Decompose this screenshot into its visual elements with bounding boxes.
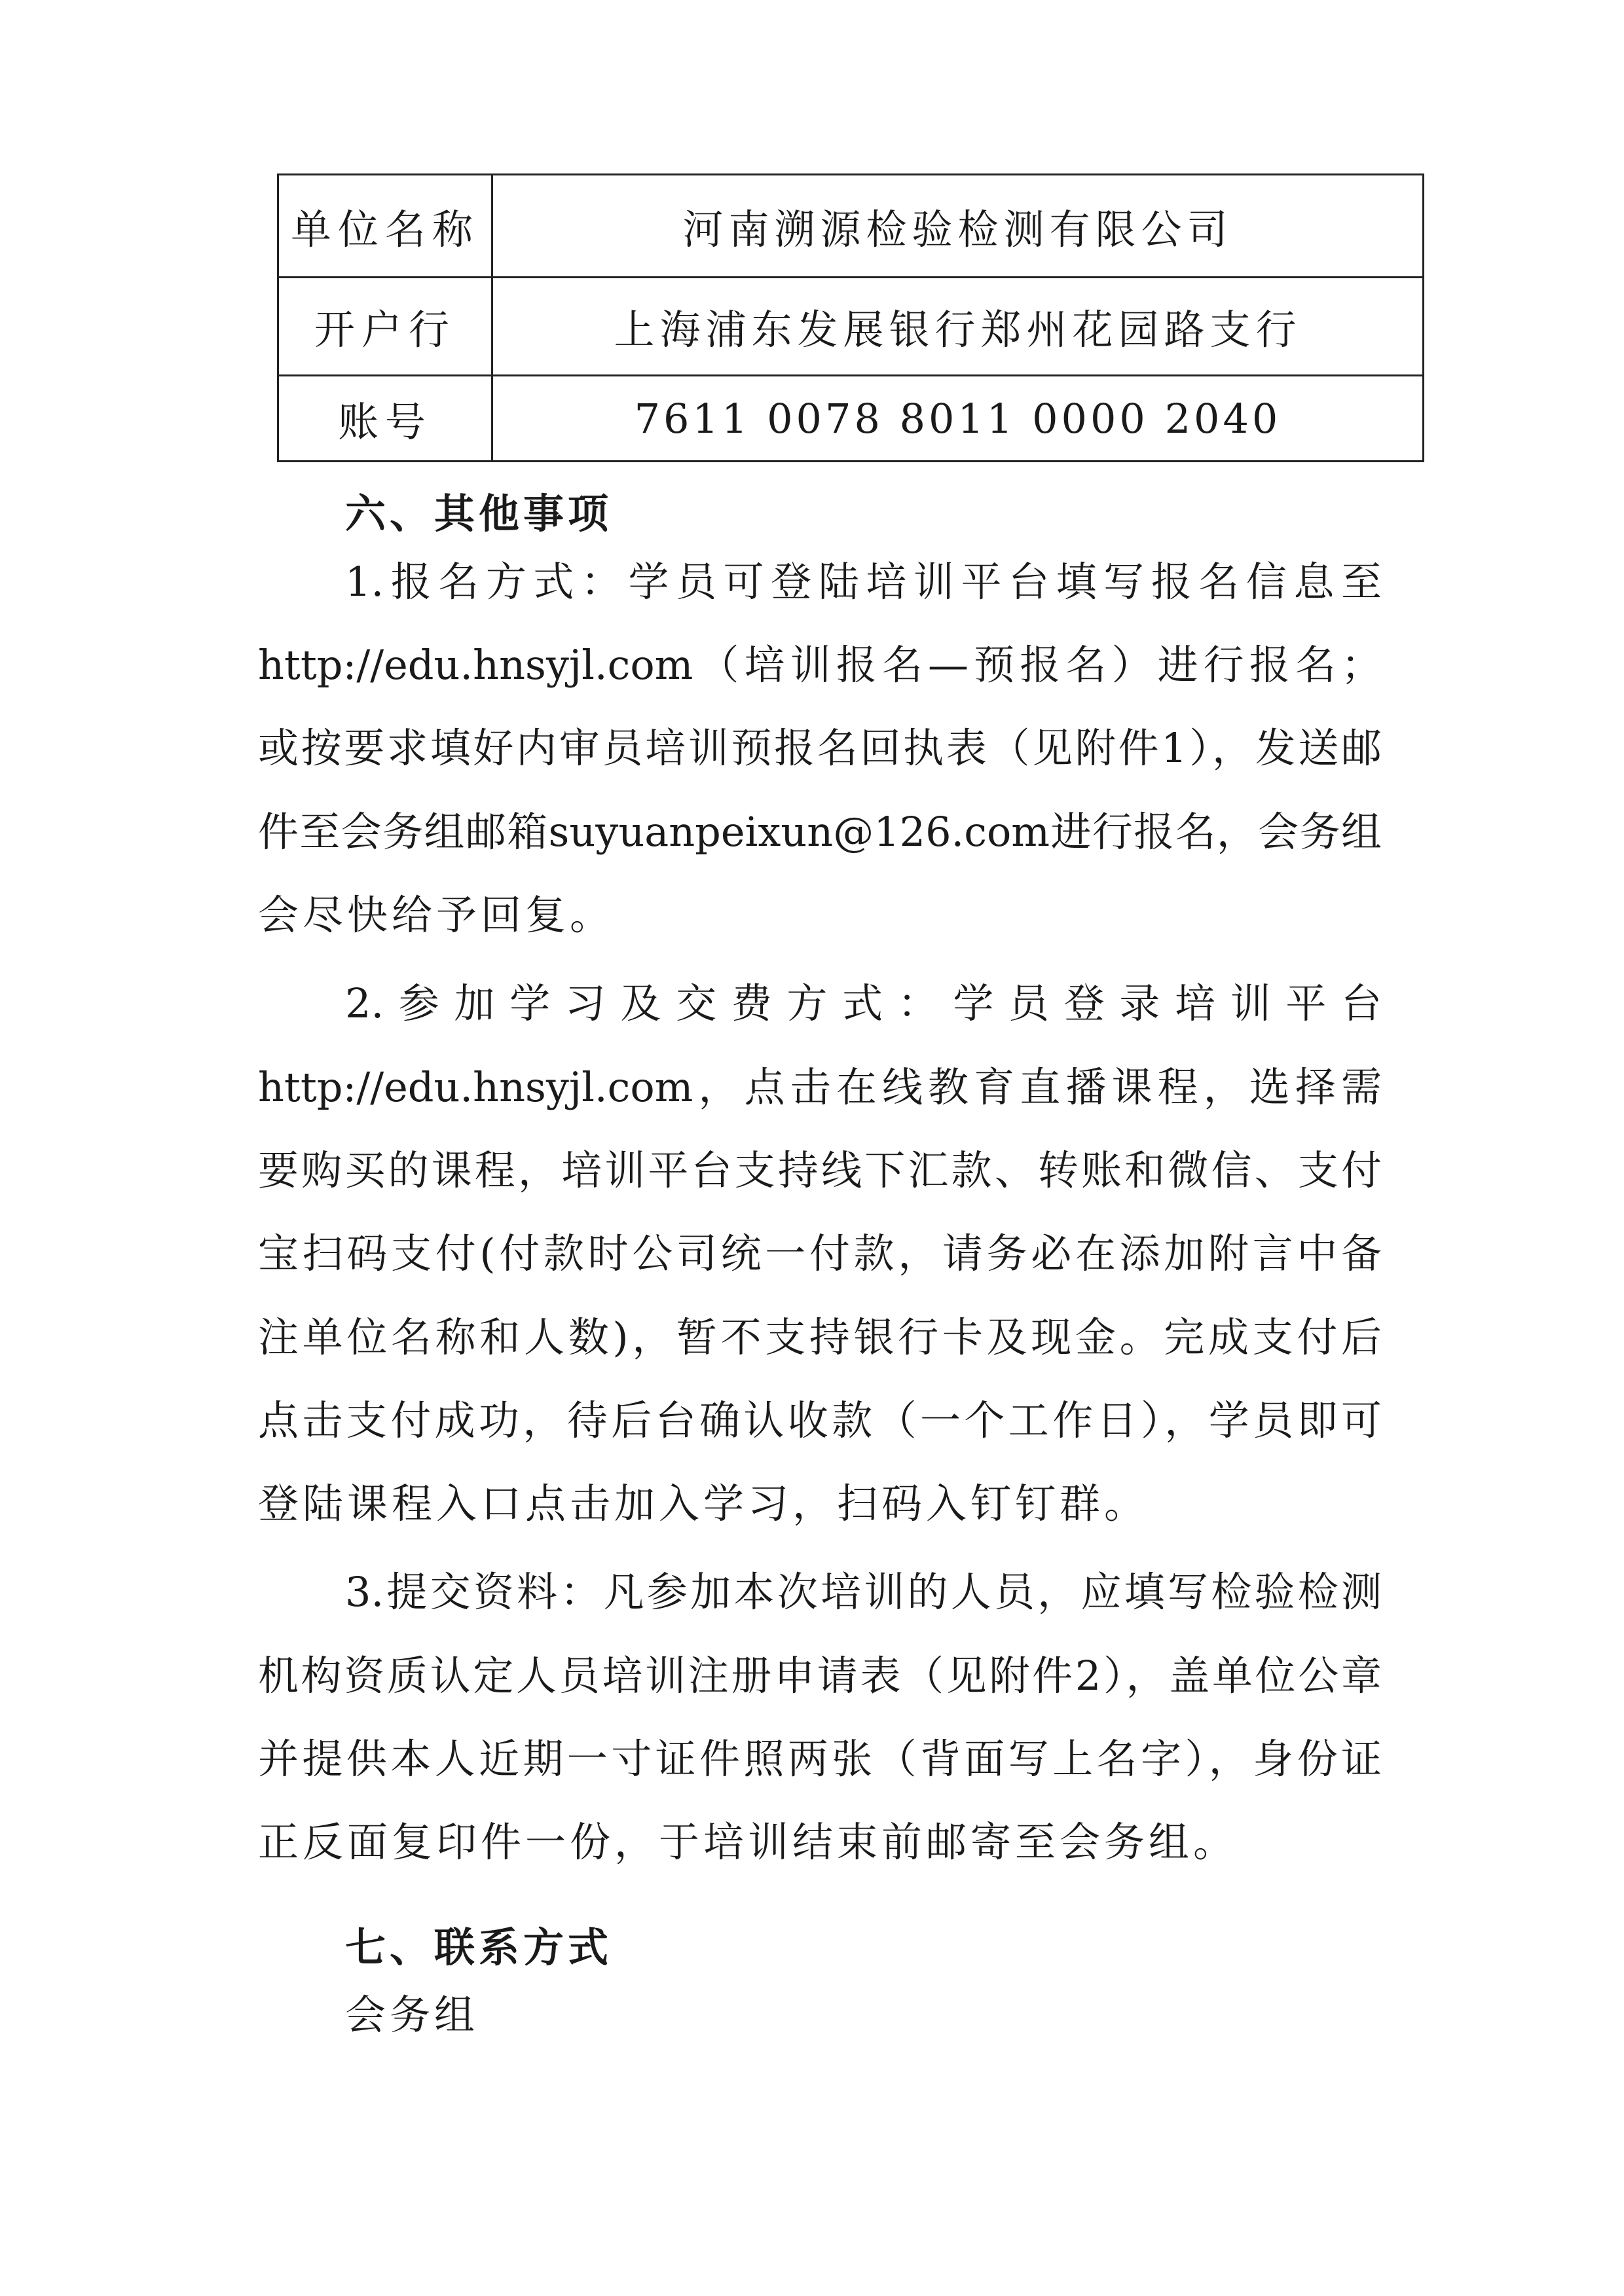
table-row xyxy=(278,376,1424,462)
section6-heading: 六、其他事项 xyxy=(345,490,613,538)
item2-line: http://edu.hnsyjl.com，点击在线教育直播课程，选择需 xyxy=(258,1063,1382,1111)
account-table xyxy=(277,173,1424,462)
table-row xyxy=(278,278,1424,376)
item1-line: 会尽快给予回复。 xyxy=(258,891,615,939)
item1-line: http://edu.hnsyjl.com（培训报名—预报名）进行报名； xyxy=(258,641,1382,689)
section7-heading: 七、联系方式 xyxy=(345,1923,613,1971)
item1-line: 1.报名方式：学员可登陆培训平台填写报名信息至 xyxy=(345,558,1382,606)
item2-line: 点击支付成功，待后台确认收款（一个工作日），学员即可 xyxy=(258,1396,1382,1444)
item2-line: 宝扫码支付(付款时公司统一付款，请务必在添加附言中备 xyxy=(258,1230,1382,1277)
account-label: 账号 xyxy=(278,376,492,462)
item1-line: 或按要求填好内审员培训预报名回执表（见附件1），发送邮 xyxy=(258,724,1382,772)
item2-line: 登陆课程入口点击加入学习，扫码入钉钉群。 xyxy=(258,1480,1149,1527)
item2-line: 要购买的课程，培训平台支持线下汇款、转账和微信、支付 xyxy=(258,1146,1382,1194)
item2-line: 2.参加学习及交费方式：学员登录培训平台 xyxy=(345,979,1382,1027)
bank-value: 上海浦东发展银行郑州花园路支行 xyxy=(492,278,1424,376)
account-number-value: 7611 0078 8011 0000 2040 xyxy=(492,376,1424,462)
item1-line: 件至会务组邮箱suyuanpeixun@126.com进行报名，会务组 xyxy=(258,808,1382,856)
contact-label: 会务组 xyxy=(345,1991,479,2039)
unit-name-label: 单位名称 xyxy=(278,175,492,278)
unit-name-value: 河南溯源检验检测有限公司 xyxy=(492,175,1424,278)
bank-label: 开户行 xyxy=(278,278,492,376)
table-row xyxy=(278,175,1424,278)
item3-line: 3.提交资料：凡参加本次培训的人员，应填写检验检测 xyxy=(345,1568,1382,1616)
item3-line: 机构资质认定人员培训注册申请表（见附件2），盖单位公章 xyxy=(258,1652,1382,1700)
item3-line: 正反面复印件一份，于培训结束前邮寄至会务组。 xyxy=(258,1818,1238,1866)
item2-line: 注单位名称和人数)，暂不支持银行卡及现金。完成支付后 xyxy=(258,1313,1382,1361)
item3-line: 并提供本人近期一寸证件照两张（背面写上名字），身份证 xyxy=(258,1735,1382,1783)
